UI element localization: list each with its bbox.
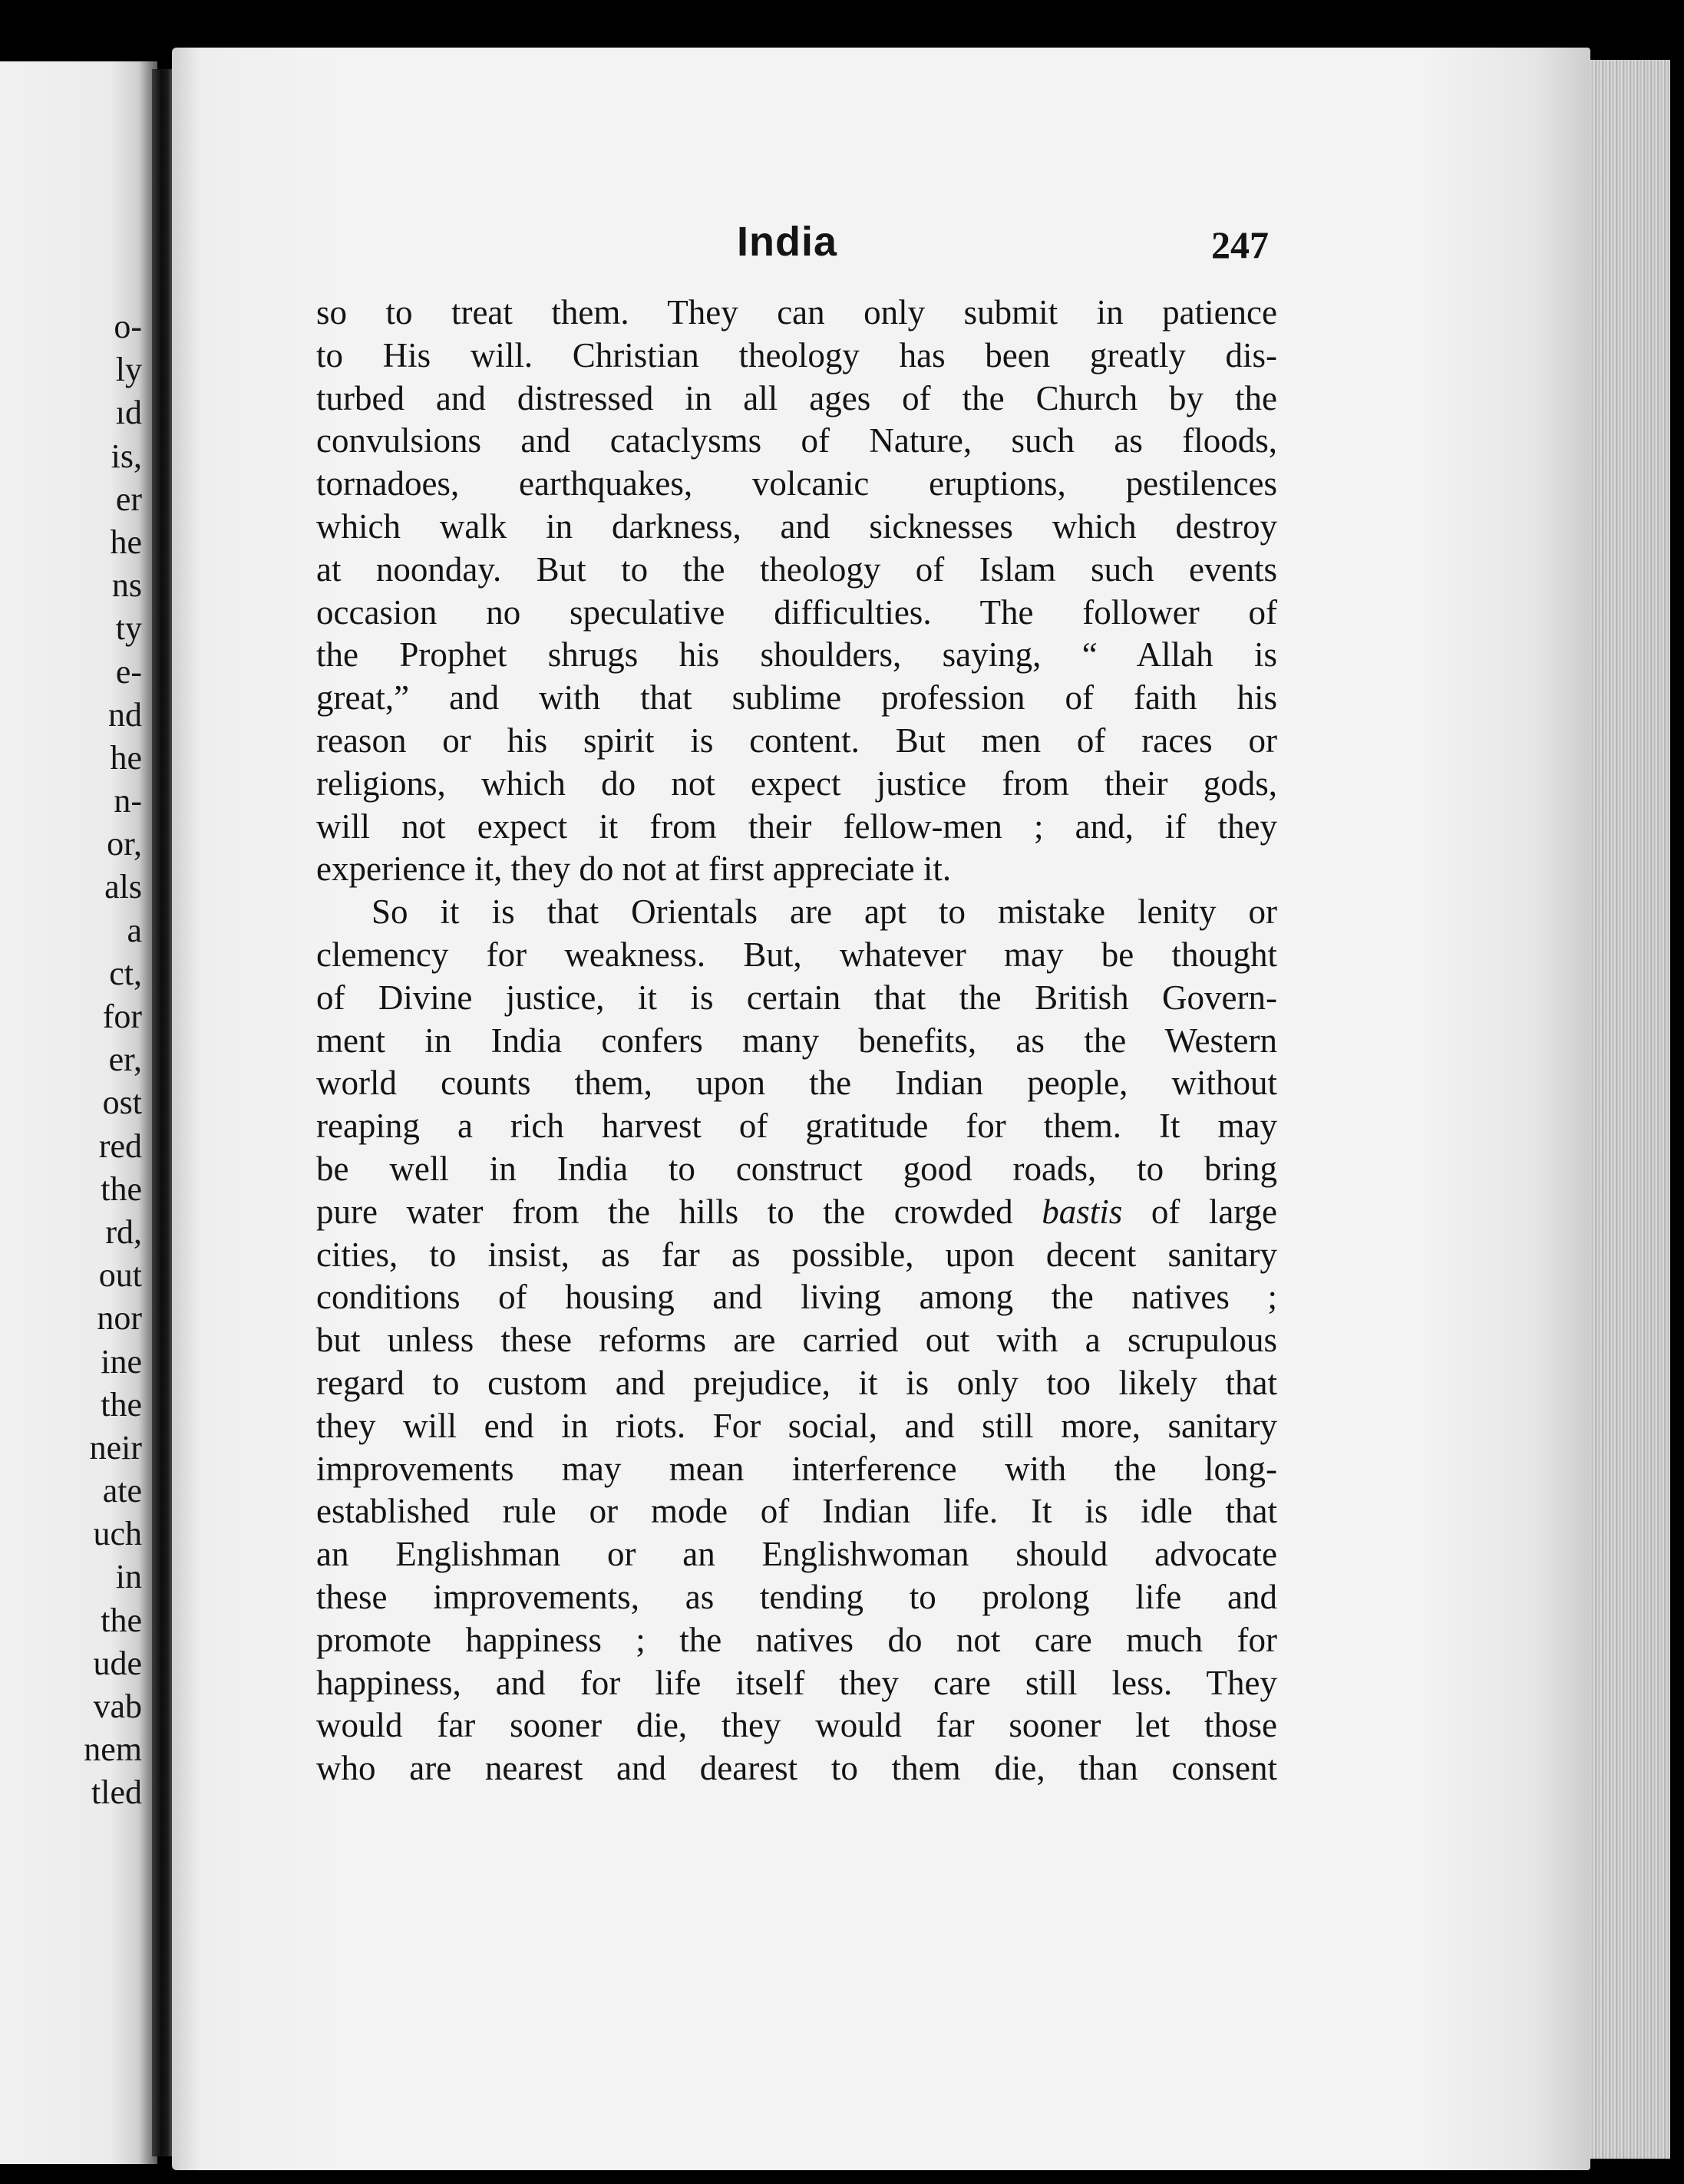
facing-line-fragment: rd, (105, 1212, 142, 1251)
text-line: clemency for weakness. But, whatever may be thought (316, 935, 1277, 974)
facing-line-fragment: red (98, 1127, 142, 1165)
facing-line-fragment: ost (102, 1084, 142, 1122)
text-line: turbed and distressed in all ages of the Church by the (316, 378, 1277, 417)
running-title: India (737, 219, 838, 265)
facing-line-fragment: nor (97, 1299, 142, 1338)
text-line: but unless these reforms are carried out with a scrupulous (316, 1321, 1277, 1360)
facing-line-fragment: the (101, 1385, 142, 1424)
text-line: to His will. Christian theology has been greatly dis- (316, 335, 1277, 374)
facing-line-fragment: e- (115, 652, 142, 691)
facing-line-fragment: for (102, 998, 142, 1035)
facing-line-fragment: er (115, 480, 142, 518)
facing-line-fragment: ıd (115, 394, 142, 432)
facing-line-fragment: or, (107, 825, 142, 863)
text-line: an Englishman or an Englishwoman should advocate (316, 1535, 1277, 1574)
facing-line-fragment: nd (108, 695, 142, 734)
text-line: will not expect it from their fellow-men ; and, if they (316, 807, 1277, 846)
page-edges (1590, 60, 1670, 2159)
page-number: 247 (1211, 223, 1269, 266)
text-line: happiness, and for life itself they care still less. They (316, 1663, 1277, 1702)
facing-line-fragment: a (127, 911, 142, 949)
facing-line-fragment: ns (111, 566, 142, 605)
text-line: established rule or mode of Indian life. It is idle that (316, 1492, 1277, 1531)
facing-line-fragment: er, (108, 1041, 142, 1079)
facing-line-fragment: is, (111, 437, 142, 475)
facing-line-fragment: als (104, 868, 142, 906)
text-line: regard to custom and prejudice, it is only too likely that (316, 1363, 1277, 1402)
facing-line-fragment: uch (93, 1515, 142, 1553)
facing-line-fragment: he (110, 523, 142, 561)
text-line: these improvements, as tending to prolong life and (316, 1577, 1277, 1616)
facing-line-fragment: tled (91, 1773, 142, 1812)
text-line: tornadoes, earthquakes, volcanic eruptions, pestilences (316, 464, 1277, 503)
text-line: be well in India to construct good roads, to bring (316, 1149, 1277, 1188)
text-line: at noonday. But to the theology of Islam such events (316, 549, 1277, 589)
facing-line-fragment: the (101, 1170, 142, 1208)
facing-line-fragment: ty (115, 609, 142, 648)
text-line: improvements may mean interference with the long- (316, 1449, 1277, 1488)
facing-line-fragment: ude (93, 1644, 142, 1682)
facing-line-fragment: ly (115, 351, 142, 389)
facing-line-fragment: out (98, 1256, 142, 1295)
text-line: great,” and with that sublime profession of faith his (316, 678, 1277, 718)
text-line: which walk in darkness, and sicknesses which destroy (316, 506, 1277, 546)
facing-line-fragment: n- (114, 782, 142, 820)
facing-line-fragment: vab (93, 1687, 142, 1725)
facing-page-line-endings (0, 305, 142, 1815)
facing-line-fragment: ine (101, 1342, 142, 1381)
text-segment: pure water from the hills to the crowded (316, 1192, 1013, 1231)
text-line: reason or his spirit is content. But men of races or (316, 721, 1277, 760)
facing-line-fragment: he (110, 738, 142, 777)
text-line: would far sooner die, they would far sooner let those (316, 1706, 1277, 1745)
text-line: who are nearest and dearest to them die, than consent (316, 1749, 1277, 1788)
text-line: conditions of housing and living among the natives ; (316, 1278, 1277, 1317)
text-line: world counts them, upon the Indian people, without (316, 1064, 1277, 1103)
text-line: cities, to insist, as far as possible, upon decent sanitary (316, 1235, 1277, 1274)
italic-term: bastis (1042, 1192, 1123, 1231)
facing-line-fragment: ate (102, 1472, 142, 1510)
text-line: religions, which do not expect justice from their gods, (316, 764, 1277, 803)
body-text (316, 292, 1277, 1790)
text-segment: of large (1151, 1192, 1278, 1231)
facing-line-fragment: neir (89, 1428, 142, 1466)
facing-line-fragment: ct, (109, 954, 142, 992)
text-line: experience it, they do not at first appreciate it. (316, 850, 952, 889)
text-line: the Prophet shrugs his shoulders, saying, “ Allah is (316, 635, 1277, 675)
text-line: promote happiness ; the natives do not care much for (316, 1620, 1277, 1659)
facing-line-fragment: in (115, 1558, 142, 1596)
text-line: reaping a rich harvest of gratitude for them. It may (316, 1107, 1277, 1146)
text-line: ment in India confers many benefits, as the Western (316, 1021, 1277, 1060)
text-line: occasion no speculative difficulties. The follower of (316, 592, 1277, 632)
facing-line-fragment: o- (114, 308, 142, 345)
facing-line-fragment: nem (84, 1730, 142, 1769)
facing-line-fragment: the (101, 1601, 142, 1639)
text-line: of Divine justice, it is certain that the British Govern- (316, 978, 1277, 1017)
paragraph-first-line: So it is that Orientals are apt to mistake lenity or (371, 892, 1277, 932)
text-line: they will end in riots. For social, and still more, sanitary (316, 1406, 1277, 1445)
text-line: so to treat them. They can only submit in patience (316, 293, 1277, 332)
facing-page-left (0, 61, 157, 2164)
text-line: convulsions and cataclysms of Nature, such as floods, (316, 421, 1277, 460)
text-line-with-italic (316, 1191, 1277, 1234)
